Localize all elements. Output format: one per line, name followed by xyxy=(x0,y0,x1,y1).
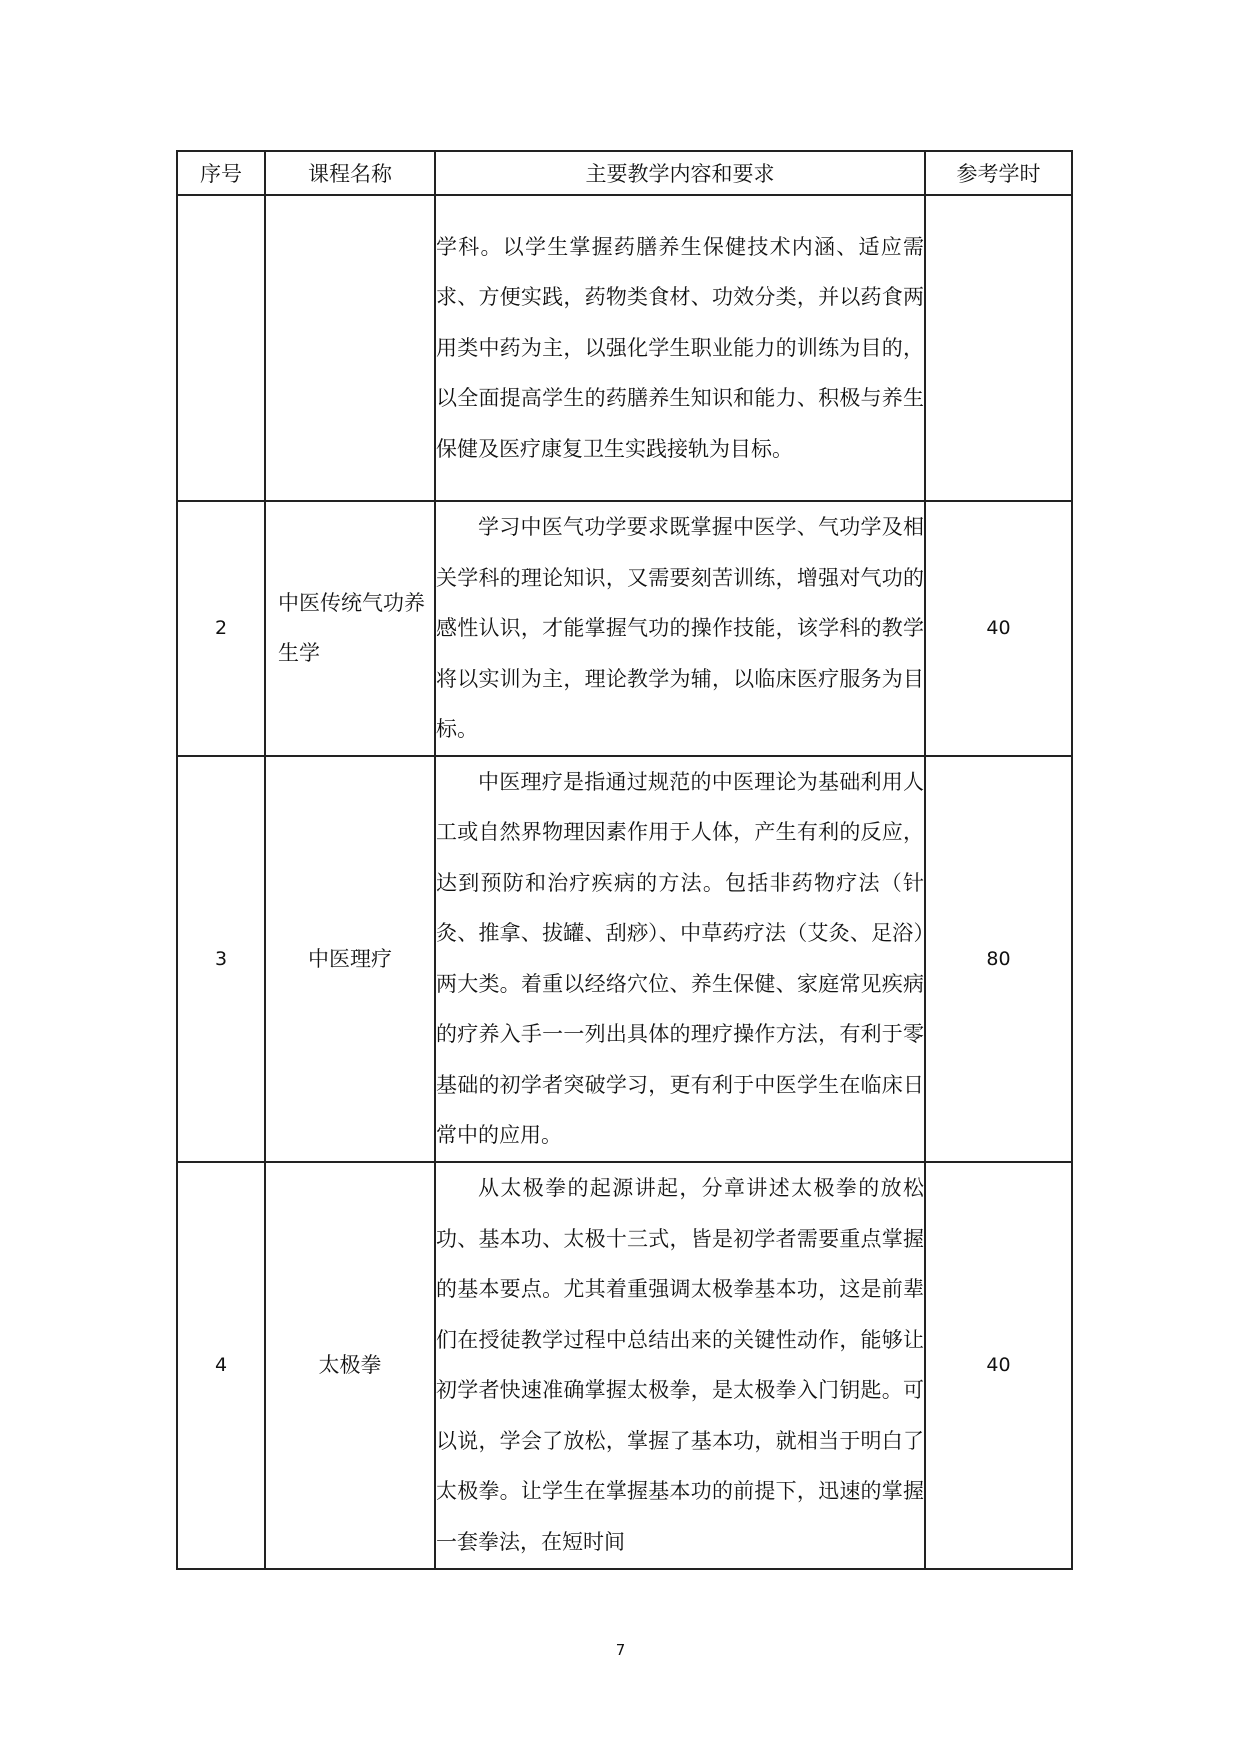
row-number: 3 xyxy=(177,756,265,1162)
row-content xyxy=(435,501,925,756)
row-number: 2 xyxy=(177,501,265,756)
row-hours: 40 xyxy=(925,1162,1072,1569)
table-row xyxy=(177,501,1072,756)
header-content: 主要教学内容和要求 xyxy=(435,151,925,195)
row-content-text: 从太极拳的起源讲起，分章讲述太极拳的放松功、基本功、太极十三式，皆是初学者需要重点掌握的基本要点。尤其着重强调太极拳基本功，这是前辈们在授徒教学过程中总结出来的关键性动作，能够让初学者快速准确掌握太极拳，是太极拳入门钥匙。可以说，学会了放松，掌握了基本功，就相当于明白了太极拳。让学生在掌握基本功的前提下，迅速的掌握一套拳法，在短时间 xyxy=(436,1176,924,1554)
table-row xyxy=(177,756,1072,1162)
row-content-text: 学科。以学生掌握药膳养生保健技术内涵、适应需求、方便实践，药物类食材、功效分类，并以药食两用类中药为主，以强化学生职业能力的训练为目的，以全面提高学生的药膳养生知识和能力、积极与养生保健及医疗康复卫生实践接轨为目标。 xyxy=(436,234,924,461)
row-content-text: 中医理疗是指通过规范的中医理论为基础利用人工或自然界物理因素作用于人体，产生有利的反应，达到预防和治疗疾病的方法。包括非药物疗法（针灸、推拿、拔罐、刮痧）、中草药疗法（艾灸、足浴）两大类。着重以经络穴位、养生保健、家庭常见疾病的疗养入手一一列出具体的理疗操作方法，有利于零基础的初学者突破学习，更有利于中医学生在临床日常中的应用。 xyxy=(436,769,924,1147)
row-content xyxy=(435,1162,925,1569)
course-table xyxy=(176,150,1073,1570)
row-hours: 80 xyxy=(925,756,1072,1162)
row-content-text: 学习中医气功学要求既掌握中医学、气功学及相关学科的理论知识，又需要刻苦训练，增强对气功的感性认识，才能掌握气功的操作技能，该学科的教学将以实训为主，理论教学为辅，以临床医疗服务为目标。 xyxy=(436,515,924,741)
row-content xyxy=(435,756,925,1162)
row-course-name: 太极拳 xyxy=(265,1162,435,1569)
row-hours: 40 xyxy=(925,501,1072,756)
table-header-row xyxy=(177,151,1072,195)
row-content xyxy=(435,195,925,501)
header-number: 序号 xyxy=(177,151,265,195)
row-number: 4 xyxy=(177,1162,265,1569)
table-row xyxy=(177,195,1072,501)
row-course-name: 中医传统气功养生学 xyxy=(265,501,435,756)
table-row xyxy=(177,1162,1072,1569)
row-number xyxy=(177,195,265,501)
page-number: 7 xyxy=(615,1641,626,1659)
header-hours: 参考学时 xyxy=(925,151,1072,195)
row-course-name: 中医理疗 xyxy=(265,756,435,1162)
row-hours xyxy=(925,195,1072,501)
header-course-name: 课程名称 xyxy=(265,151,435,195)
row-course-name xyxy=(265,195,435,501)
